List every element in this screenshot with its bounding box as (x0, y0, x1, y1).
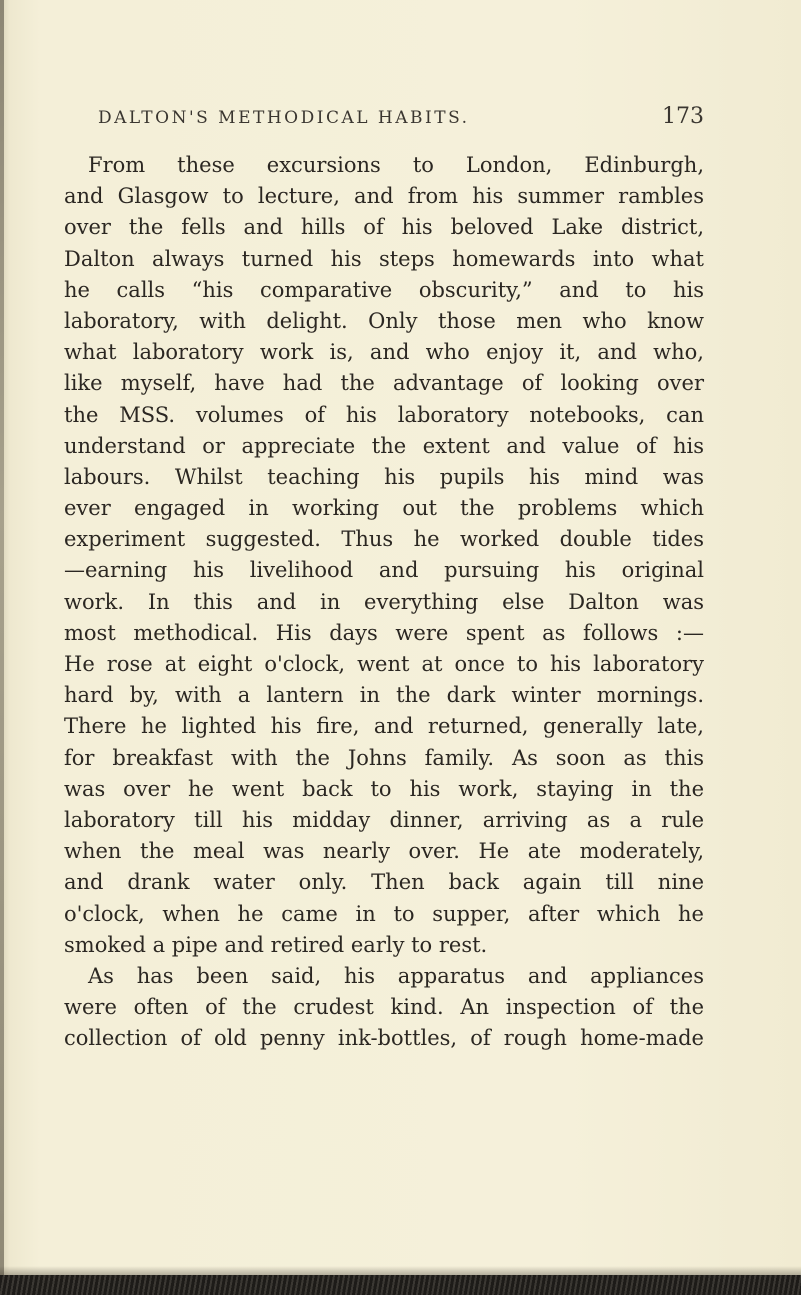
text-line: understand or appreciate the extent and value of his (64, 433, 704, 458)
page-number: 173 (662, 104, 704, 129)
text-line: what laboratory work is, and who enjoy it, and who, (64, 340, 704, 365)
text-line: was over he went back to his work, staying in the (64, 776, 704, 801)
body-text (64, 150, 704, 1054)
text-line: were often of the crudest kind. An inspection of the (64, 995, 704, 1020)
text-line: for breakfast with the Johns family. As soon as this (64, 745, 704, 770)
text-line: As has been said, his apparatus and appliances (88, 963, 704, 988)
text-line: He rose at eight o'clock, went at once to his laboratory (64, 652, 704, 676)
text-line: laboratory, with delight. Only those men who know (64, 308, 704, 333)
text-line: experiment suggested. Thus he worked double tides (64, 527, 704, 552)
text-line: like myself, have had the advantage of looking over (64, 371, 704, 396)
running-title: DALTON'S METHODICAL HABITS. (98, 108, 470, 128)
running-head (98, 104, 704, 138)
text-line: hard by, with a lantern in the dark winter mornings. (64, 683, 704, 708)
text-line: and drank water only. Then back again till nine (64, 870, 704, 895)
text-line: over the fells and hills of his beloved Lake district, (64, 215, 704, 240)
text-line: when the meal was nearly over. He ate moderately, (64, 839, 704, 864)
text-line: smoked a pipe and retired early to rest. (64, 932, 488, 957)
text-line: laboratory till his midday dinner, arriving as a rule (64, 807, 704, 832)
text-line: There he lighted his fire, and returned, generally late, (64, 714, 704, 739)
text-line: the MSS. volumes of his laboratory notebooks, can (64, 402, 704, 427)
text-line: From these excursions to London, Edinburgh, (88, 153, 704, 177)
page-bottom-edge (0, 1275, 801, 1295)
page-bottom-shadow (0, 1266, 801, 1275)
page-gutter (0, 0, 4, 1295)
text-line: and Glasgow to lecture, and from his summer rambles (64, 184, 704, 209)
text-line: work. In this and in everything else Dalton was (64, 589, 704, 614)
text-line: —earning his livelihood and pursuing his original (64, 558, 704, 583)
text-line: ever engaged in working out the problems which (64, 496, 704, 521)
text-line: o'clock, when he came in to supper, after which he (64, 901, 704, 926)
text-line: Dalton always turned his steps homewards into what (64, 246, 704, 271)
text-line: labours. Whilst teaching his pupils his mind was (64, 464, 704, 489)
text-line: he calls “his comparative obscurity,” and to his (64, 277, 704, 302)
text-line: most methodical. His days were spent as follows :— (64, 620, 704, 645)
text-line: collection of old penny ink-bottles, of rough home-made (64, 1026, 704, 1051)
